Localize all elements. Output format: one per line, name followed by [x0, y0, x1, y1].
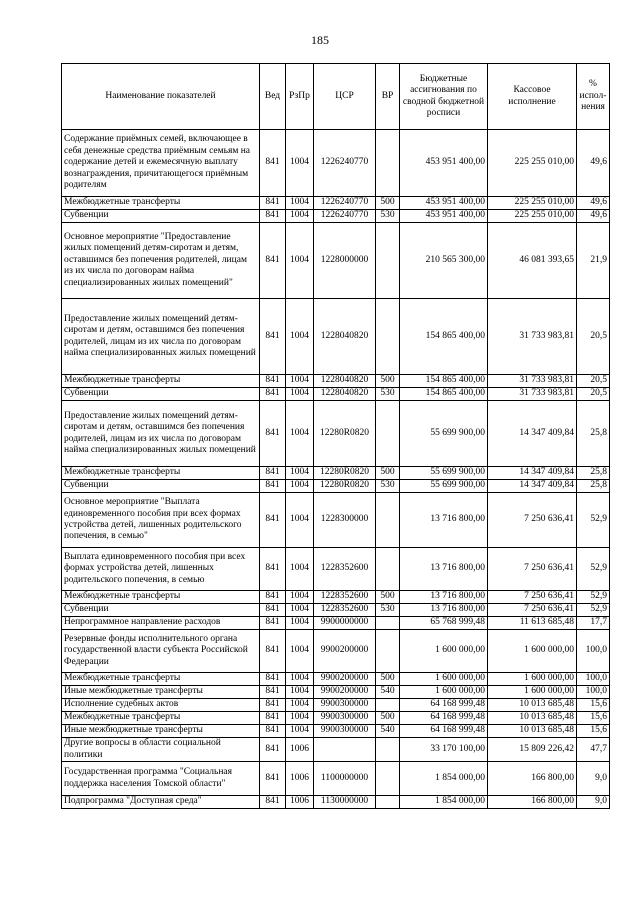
row-cash: 14 347 409,84 — [488, 480, 577, 493]
row-name: Иные межбюджетные трансферты — [62, 686, 260, 699]
row-allocations: 1 600 000,00 — [400, 630, 488, 673]
header-ved: Вед — [260, 64, 286, 130]
table-row — [62, 630, 610, 673]
row-rzpr: 1006 — [286, 762, 314, 796]
header-csr: ЦСР — [314, 64, 376, 130]
row-vr — [376, 738, 400, 762]
row-percent: 100,0 — [577, 686, 610, 699]
row-allocations: 13 716 800,00 — [400, 493, 488, 548]
table-row — [62, 210, 610, 223]
row-rzpr: 1004 — [286, 480, 314, 493]
row-ved: 841 — [260, 725, 286, 738]
row-name: Субвенции — [62, 480, 260, 493]
row-ved: 841 — [260, 401, 286, 467]
table-row — [62, 223, 610, 299]
row-vr: 530 — [376, 210, 400, 223]
row-name: Субвенции — [62, 604, 260, 617]
row-rzpr: 1004 — [286, 130, 314, 197]
row-name: Государственная программа "Социальная поддержка населения Томской области" — [62, 762, 260, 796]
row-ved: 841 — [260, 604, 286, 617]
table-row — [62, 493, 610, 548]
row-cash: 46 081 393,65 — [488, 223, 577, 299]
row-csr: 9900200000 — [314, 673, 376, 686]
row-csr: 9900300000 — [314, 712, 376, 725]
row-allocations: 154 865 400,00 — [400, 299, 488, 375]
row-csr: 1228040820 — [314, 375, 376, 388]
row-allocations: 13 716 800,00 — [400, 604, 488, 617]
row-rzpr: 1004 — [286, 699, 314, 712]
row-percent: 25,8 — [577, 480, 610, 493]
row-allocations: 453 951 400,00 — [400, 130, 488, 197]
header-vr: ВР — [376, 64, 400, 130]
row-allocations: 55 699 900,00 — [400, 467, 488, 480]
row-rzpr: 1004 — [286, 725, 314, 738]
row-cash: 15 809 226,42 — [488, 738, 577, 762]
row-allocations: 1 600 000,00 — [400, 686, 488, 699]
table-row — [62, 712, 610, 725]
row-percent: 21,9 — [577, 223, 610, 299]
row-cash: 1 600 000,00 — [488, 673, 577, 686]
row-cash: 10 013 685,48 — [488, 699, 577, 712]
table-row — [62, 388, 610, 401]
table-row — [62, 762, 610, 796]
row-vr: 500 — [376, 712, 400, 725]
row-vr — [376, 617, 400, 630]
row-vr: 540 — [376, 725, 400, 738]
row-csr: 1228040820 — [314, 388, 376, 401]
row-name: Непрограммное направление расходов — [62, 617, 260, 630]
row-csr: 12280R0820 — [314, 480, 376, 493]
row-vr: 500 — [376, 197, 400, 210]
row-ved: 841 — [260, 591, 286, 604]
row-csr: 1130000000 — [314, 796, 376, 809]
row-allocations: 13 716 800,00 — [400, 548, 488, 591]
row-csr: 9900200000 — [314, 686, 376, 699]
row-vr: 530 — [376, 388, 400, 401]
table-row — [62, 686, 610, 699]
table-row — [62, 617, 610, 630]
row-cash: 225 255 010,00 — [488, 210, 577, 223]
row-rzpr: 1004 — [286, 467, 314, 480]
row-percent: 47,7 — [577, 738, 610, 762]
row-allocations: 64 168 999,48 — [400, 699, 488, 712]
row-csr: 1226240770 — [314, 130, 376, 197]
row-vr: 530 — [376, 480, 400, 493]
table-row — [62, 673, 610, 686]
row-ved: 841 — [260, 548, 286, 591]
row-percent: 20,5 — [577, 299, 610, 375]
row-rzpr: 1004 — [286, 617, 314, 630]
header-rzpr: РзПр — [286, 64, 314, 130]
row-percent: 49,6 — [577, 130, 610, 197]
row-rzpr: 1006 — [286, 738, 314, 762]
row-percent: 9,0 — [577, 796, 610, 809]
row-name: Резервные фонды исполнительного органа государственной власти субъекта Российской Федерации — [62, 630, 260, 673]
row-csr: 9900200000 — [314, 630, 376, 673]
row-allocations: 453 951 400,00 — [400, 210, 488, 223]
table-row — [62, 467, 610, 480]
row-ved: 841 — [260, 299, 286, 375]
row-cash: 31 733 983,81 — [488, 375, 577, 388]
row-csr — [314, 738, 376, 762]
row-csr: 12280R0820 — [314, 401, 376, 467]
row-ved: 841 — [260, 467, 286, 480]
row-cash: 7 250 636,41 — [488, 493, 577, 548]
row-allocations: 55 699 900,00 — [400, 480, 488, 493]
row-ved: 841 — [260, 375, 286, 388]
row-csr: 1228352600 — [314, 604, 376, 617]
row-name: Субвенции — [62, 388, 260, 401]
row-vr: 540 — [376, 686, 400, 699]
row-name: Другие вопросы в области социальной политики — [62, 738, 260, 762]
table-row — [62, 548, 610, 591]
row-ved: 841 — [260, 617, 286, 630]
row-vr: 500 — [376, 467, 400, 480]
row-name: Выплата единовременного пособия при всех формах устройства детей, лишенных родительского попечения, в семью — [62, 548, 260, 591]
row-name: Субвенции — [62, 210, 260, 223]
row-name: Межбюджетные трансферты — [62, 673, 260, 686]
row-cash: 1 600 000,00 — [488, 686, 577, 699]
row-percent: 17,7 — [577, 617, 610, 630]
row-name: Основное мероприятие "Предоставление жилых помещений детям-сиротам и детям, оставшимся без попечения родителей, лицам из их числа по договорам найма специализированных жилых помещений" — [62, 223, 260, 299]
row-percent: 20,5 — [577, 375, 610, 388]
row-percent: 15,6 — [577, 699, 610, 712]
row-rzpr: 1004 — [286, 591, 314, 604]
row-name: Межбюджетные трансферты — [62, 591, 260, 604]
row-percent: 52,9 — [577, 591, 610, 604]
row-cash: 7 250 636,41 — [488, 591, 577, 604]
row-cash: 10 013 685,48 — [488, 712, 577, 725]
row-csr: 1100000000 — [314, 762, 376, 796]
row-vr: 500 — [376, 591, 400, 604]
row-vr — [376, 548, 400, 591]
row-rzpr: 1004 — [286, 686, 314, 699]
row-ved: 841 — [260, 210, 286, 223]
row-rzpr: 1004 — [286, 210, 314, 223]
row-ved: 841 — [260, 712, 286, 725]
row-rzpr: 1004 — [286, 604, 314, 617]
row-vr — [376, 130, 400, 197]
row-vr — [376, 699, 400, 712]
row-name: Исполнение судебных актов — [62, 699, 260, 712]
row-rzpr: 1004 — [286, 673, 314, 686]
row-cash: 166 800,00 — [488, 762, 577, 796]
row-vr — [376, 762, 400, 796]
row-percent: 25,8 — [577, 467, 610, 480]
row-allocations: 64 168 999,48 — [400, 712, 488, 725]
row-allocations: 1 854 000,00 — [400, 796, 488, 809]
row-vr — [376, 493, 400, 548]
row-cash: 31 733 983,81 — [488, 388, 577, 401]
row-ved: 841 — [260, 673, 286, 686]
row-allocations: 64 168 999,48 — [400, 725, 488, 738]
row-ved: 841 — [260, 130, 286, 197]
page-number: 185 — [311, 33, 329, 47]
row-name: Межбюджетные трансферты — [62, 197, 260, 210]
row-cash: 7 250 636,41 — [488, 604, 577, 617]
row-ved: 841 — [260, 686, 286, 699]
row-rzpr: 1004 — [286, 197, 314, 210]
row-percent: 49,6 — [577, 197, 610, 210]
row-rzpr: 1004 — [286, 548, 314, 591]
row-csr: 9900000000 — [314, 617, 376, 630]
row-ved: 841 — [260, 630, 286, 673]
row-rzpr: 1004 — [286, 299, 314, 375]
row-ved: 841 — [260, 388, 286, 401]
row-percent: 9,0 — [577, 762, 610, 796]
row-allocations: 55 699 900,00 — [400, 401, 488, 467]
header-percent: % испол-нения — [577, 64, 610, 130]
row-allocations: 65 768 999,48 — [400, 617, 488, 630]
row-csr: 9900300000 — [314, 725, 376, 738]
row-allocations: 453 951 400,00 — [400, 197, 488, 210]
row-vr: 500 — [376, 673, 400, 686]
header-allocations: Бюджетные ассигнования по сводной бюджетной росписи — [400, 64, 488, 130]
row-csr: 1228040820 — [314, 299, 376, 375]
row-vr — [376, 796, 400, 809]
row-percent: 15,6 — [577, 712, 610, 725]
row-allocations: 210 565 300,00 — [400, 223, 488, 299]
row-ved: 841 — [260, 493, 286, 548]
row-allocations: 1 854 000,00 — [400, 762, 488, 796]
row-cash: 14 347 409,84 — [488, 467, 577, 480]
table-row — [62, 480, 610, 493]
row-name: Межбюджетные трансферты — [62, 375, 260, 388]
row-name: Иные межбюджетные трансферты — [62, 725, 260, 738]
row-ved: 841 — [260, 699, 286, 712]
row-percent: 52,9 — [577, 493, 610, 548]
row-allocations: 33 170 100,00 — [400, 738, 488, 762]
row-rzpr: 1004 — [286, 630, 314, 673]
row-cash: 225 255 010,00 — [488, 197, 577, 210]
row-percent: 52,9 — [577, 548, 610, 591]
row-ved: 841 — [260, 480, 286, 493]
row-rzpr: 1004 — [286, 493, 314, 548]
row-cash: 7 250 636,41 — [488, 548, 577, 591]
row-cash: 1 600 000,00 — [488, 630, 577, 673]
table-row — [62, 299, 610, 375]
row-vr — [376, 401, 400, 467]
row-percent: 100,0 — [577, 630, 610, 673]
row-rzpr: 1004 — [286, 375, 314, 388]
row-allocations: 154 865 400,00 — [400, 388, 488, 401]
row-ved: 841 — [260, 762, 286, 796]
row-name: Межбюджетные трансферты — [62, 712, 260, 725]
row-csr: 1228352600 — [314, 548, 376, 591]
row-csr: 1228300000 — [314, 493, 376, 548]
row-cash: 11 613 685,48 — [488, 617, 577, 630]
row-cash: 166 800,00 — [488, 796, 577, 809]
budget-table — [61, 63, 610, 809]
row-vr — [376, 223, 400, 299]
header-cash: Кассовое исполнение — [488, 64, 577, 130]
table-row — [62, 796, 610, 809]
row-allocations: 13 716 800,00 — [400, 591, 488, 604]
table-row — [62, 591, 610, 604]
row-rzpr: 1004 — [286, 712, 314, 725]
row-csr: 1226240770 — [314, 210, 376, 223]
row-ved: 841 — [260, 738, 286, 762]
row-csr: 1228000000 — [314, 223, 376, 299]
row-name: Предоставление жилых помещений детям-сиротам и детям, оставшимся без попечения родителей, лицам из их числа по договорам найма специализированных жилых помещений — [62, 401, 260, 467]
row-csr: 1228352600 — [314, 591, 376, 604]
row-allocations: 1 600 000,00 — [400, 673, 488, 686]
table-body — [62, 130, 610, 809]
row-rzpr: 1004 — [286, 401, 314, 467]
row-rzpr: 1004 — [286, 388, 314, 401]
row-name: Межбюджетные трансферты — [62, 467, 260, 480]
table-header-row — [62, 64, 610, 130]
row-rzpr: 1006 — [286, 796, 314, 809]
row-percent: 100,0 — [577, 673, 610, 686]
row-csr: 9900300000 — [314, 699, 376, 712]
row-percent: 25,8 — [577, 401, 610, 467]
table-row — [62, 375, 610, 388]
row-name: Содержание приёмных семей, включающее в себя денежные средства приёмным семьям на содержание детей и ежемесячную выплату вознаграждения, причитающегося приёмным родителям — [62, 130, 260, 197]
row-percent: 49,6 — [577, 210, 610, 223]
table-row — [62, 197, 610, 210]
header-name: Наименование показателей — [62, 64, 260, 130]
row-percent: 15,6 — [577, 725, 610, 738]
row-csr: 12280R0820 — [314, 467, 376, 480]
row-csr: 1226240770 — [314, 197, 376, 210]
table-row — [62, 738, 610, 762]
row-rzpr: 1004 — [286, 223, 314, 299]
table-row — [62, 699, 610, 712]
row-name: Предоставление жилых помещений детям-сиротам и детям, оставшимся без попечения родителей, лицам из их числа по договорам найма специализированных жилых помещений — [62, 299, 260, 375]
table-row — [62, 130, 610, 197]
row-vr: 500 — [376, 375, 400, 388]
row-ved: 841 — [260, 197, 286, 210]
table-row — [62, 401, 610, 467]
row-percent: 20,5 — [577, 388, 610, 401]
row-cash: 225 255 010,00 — [488, 130, 577, 197]
table-row — [62, 725, 610, 738]
table-row — [62, 604, 610, 617]
row-vr: 530 — [376, 604, 400, 617]
row-cash: 14 347 409,84 — [488, 401, 577, 467]
row-name: Основное мероприятие "Выплата единовременного пособия при всех формах устройства детей, лишенных родительского попечения, в семью" — [62, 493, 260, 548]
row-ved: 841 — [260, 223, 286, 299]
row-cash: 10 013 685,48 — [488, 725, 577, 738]
row-name: Подпрограмма "Доступная среда" — [62, 796, 260, 809]
row-cash: 31 733 983,81 — [488, 299, 577, 375]
row-percent: 52,9 — [577, 604, 610, 617]
row-ved: 841 — [260, 796, 286, 809]
row-allocations: 154 865 400,00 — [400, 375, 488, 388]
row-vr — [376, 630, 400, 673]
row-vr — [376, 299, 400, 375]
